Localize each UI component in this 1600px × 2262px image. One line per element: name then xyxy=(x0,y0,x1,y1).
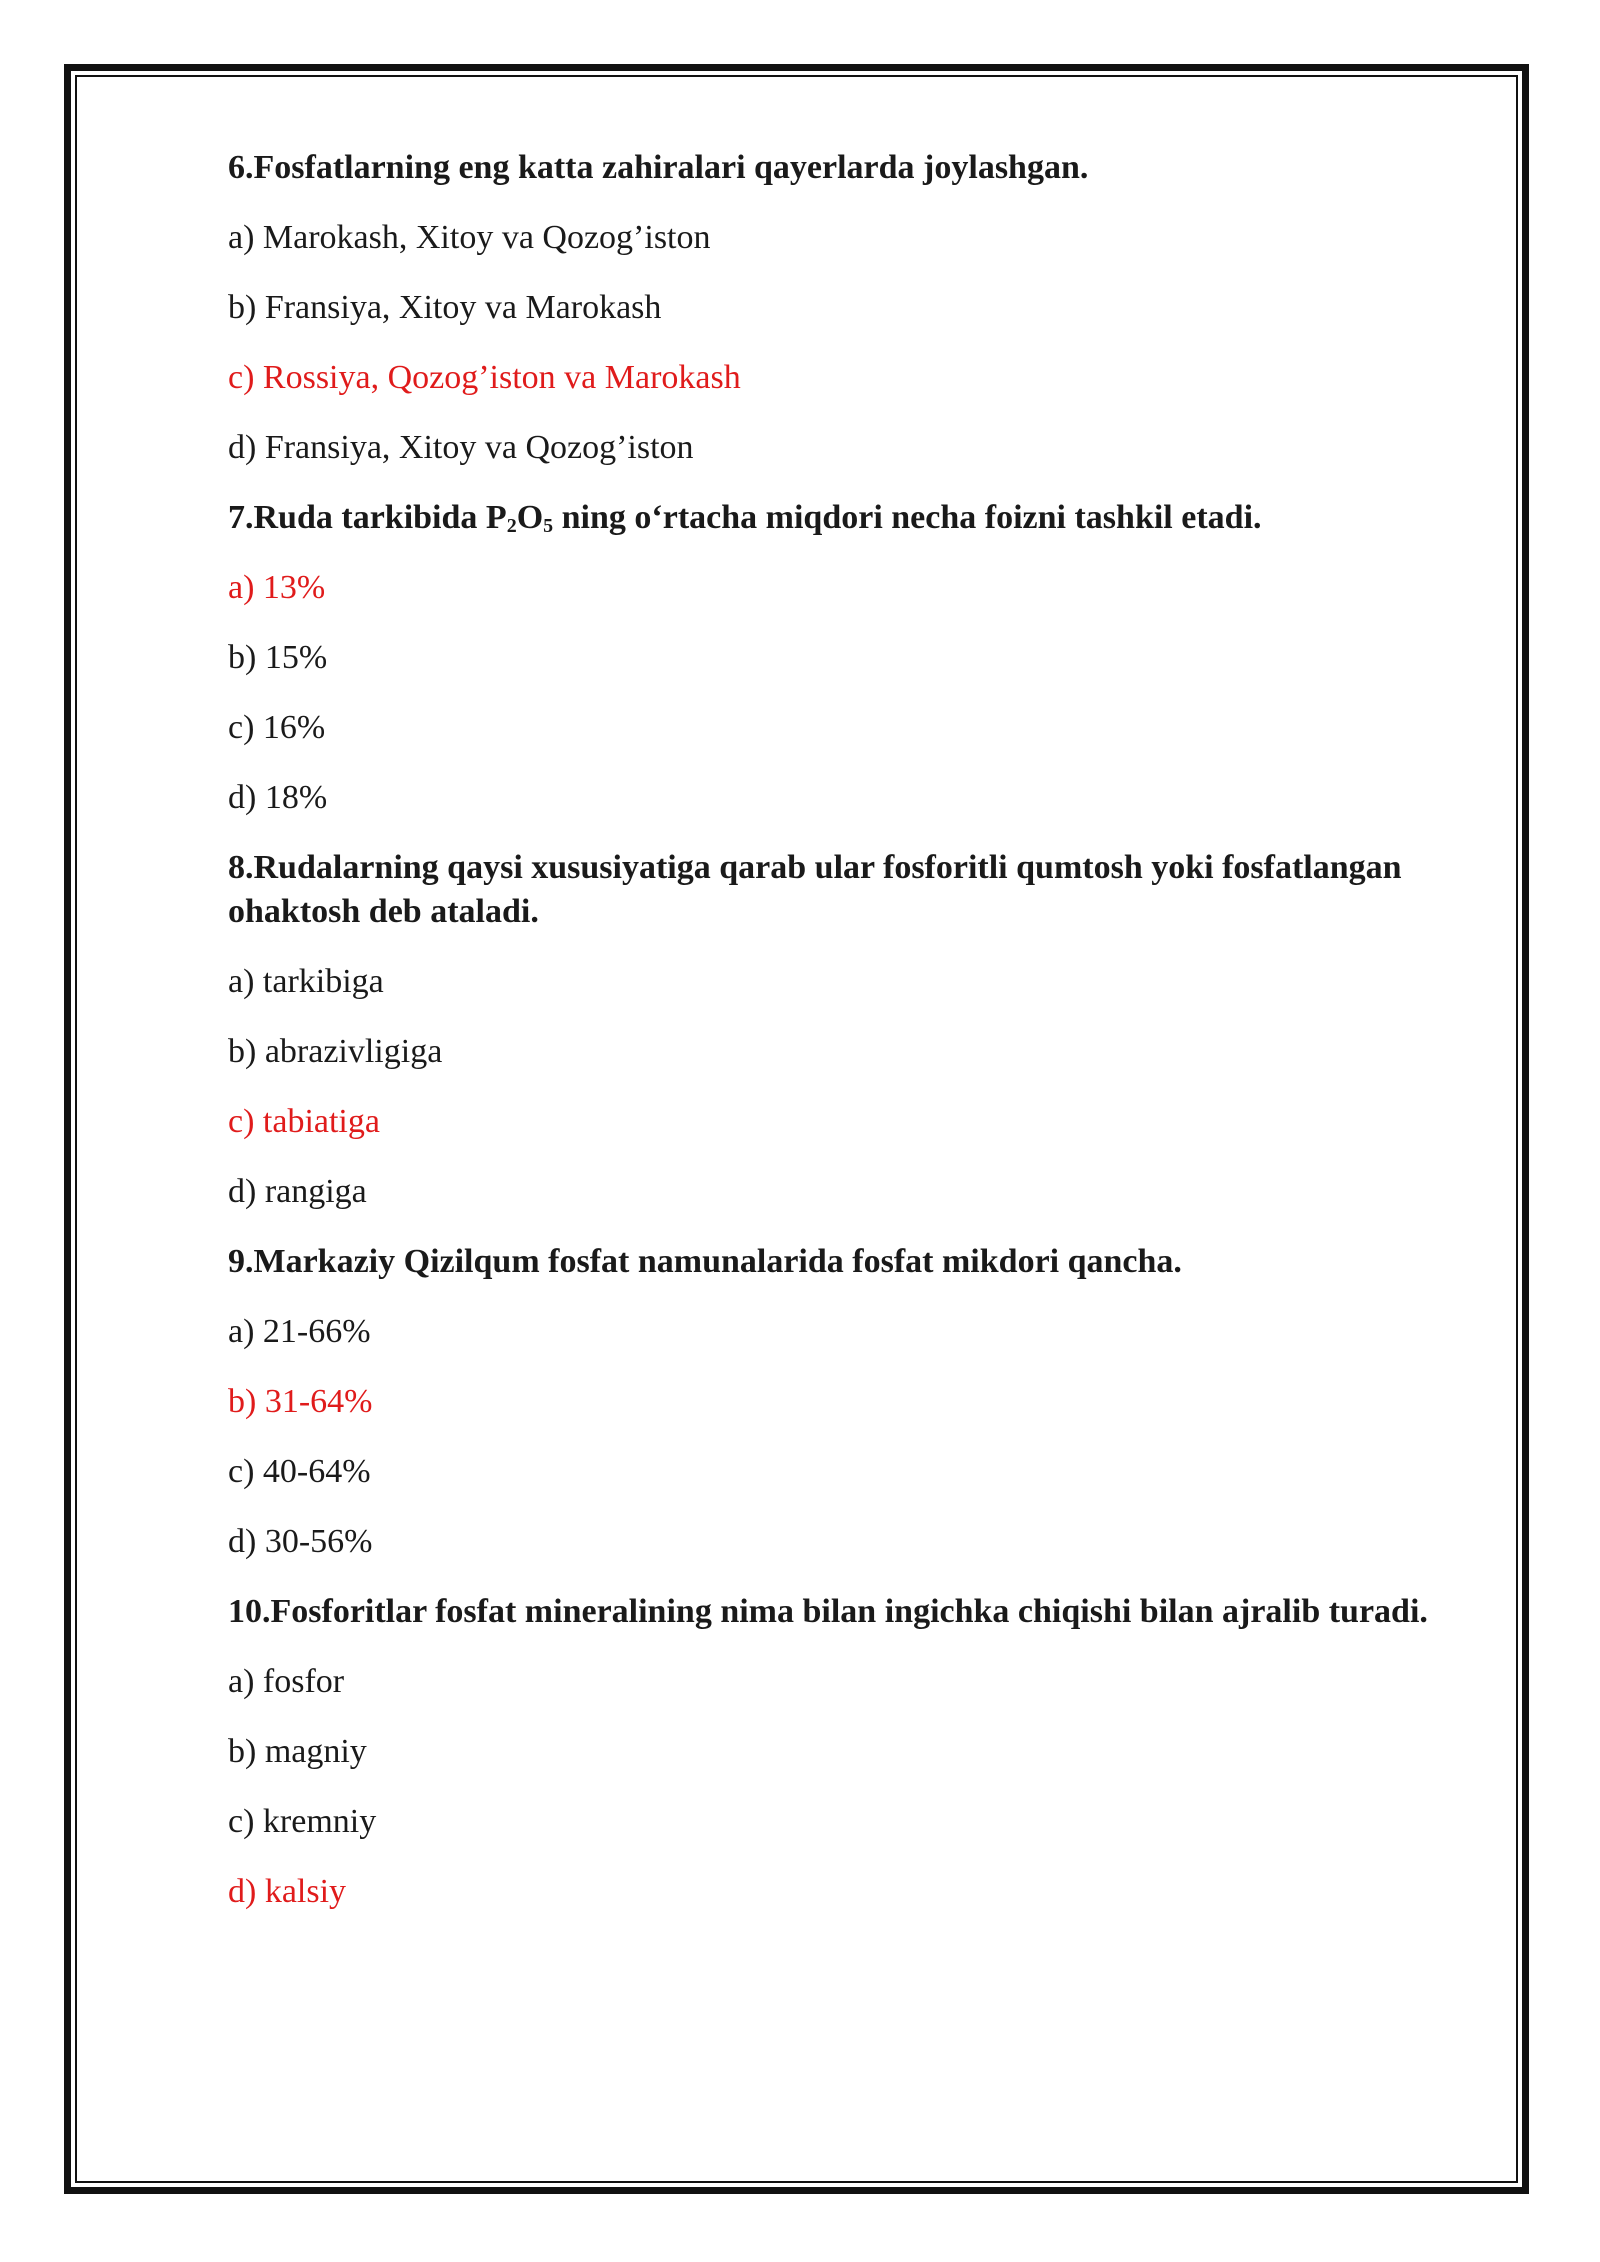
answer-option: c) kremniy xyxy=(228,1803,377,1840)
answer-option: c) 40-64% xyxy=(228,1453,371,1490)
question-title: 10.Fosforitlar fosfat mineralining nima bilan ingichka chiqishi bilan ajralib turadi. xyxy=(228,1593,1428,1630)
question-title-prefix: 7.Ruda tarkibida P xyxy=(228,499,507,536)
answer-option: b) magniy xyxy=(228,1733,367,1770)
question-title xyxy=(228,496,1458,540)
answer-option: d) rangiga xyxy=(228,1173,367,1210)
answer-option: b) 15% xyxy=(228,639,328,676)
answer-option: a) tarkibiga xyxy=(228,963,384,1000)
answer-option: d) Fransiya, Xitoy va Qozog’iston xyxy=(228,429,694,466)
question-title: 9.Markaziy Qizilqum fosfat namunalarida fosfat mikdori qancha. xyxy=(228,1243,1182,1280)
answer-option: c) 16% xyxy=(228,709,326,746)
answer-option: b) abrazivligiga xyxy=(228,1033,443,1070)
question-title: 6.Fosfatlarning eng katta zahiralari qayerlarda joylashgan. xyxy=(228,149,1089,186)
answer-option: a) fosfor xyxy=(228,1663,345,1700)
answer-option-correct: d) kalsiy xyxy=(228,1873,347,1910)
answer-option-correct: b) 31-64% xyxy=(228,1383,373,1420)
question-title-mid: O xyxy=(516,499,544,536)
answer-option-correct: c) Rossiya, Qozog’iston va Marokash xyxy=(228,359,741,396)
subscript-5: 5 xyxy=(543,515,554,537)
question-block-9 xyxy=(228,1240,1458,1564)
question-block-7 xyxy=(228,496,1458,820)
question-block-8 xyxy=(228,846,1458,1214)
answer-option-correct: a) 13% xyxy=(228,569,326,606)
subscript-2: 2 xyxy=(506,515,517,537)
question-block-6 xyxy=(228,146,1458,470)
answer-option: d) 30-56% xyxy=(228,1523,373,1560)
question-title: 8.Rudalarning qaysi xususiyatiga qarab ular fosforitli qumtosh yoki fosfatlangan ohaktosh deb ataladi. xyxy=(228,849,1402,930)
answer-option: a) 21-66% xyxy=(228,1313,371,1350)
answer-option: b) Fransiya, Xitoy va Marokash xyxy=(228,289,662,326)
answer-option: d) 18% xyxy=(228,779,328,816)
question-block-10 xyxy=(228,1590,1458,1914)
answer-option: a) Marokash, Xitoy va Qozog’iston xyxy=(228,219,711,256)
answer-option-correct: c) tabiatiga xyxy=(228,1103,380,1140)
quiz-content xyxy=(228,146,1458,1940)
question-title-suffix: ning o‘rtacha miqdori necha foizni tashkil etadi. xyxy=(553,499,1262,536)
